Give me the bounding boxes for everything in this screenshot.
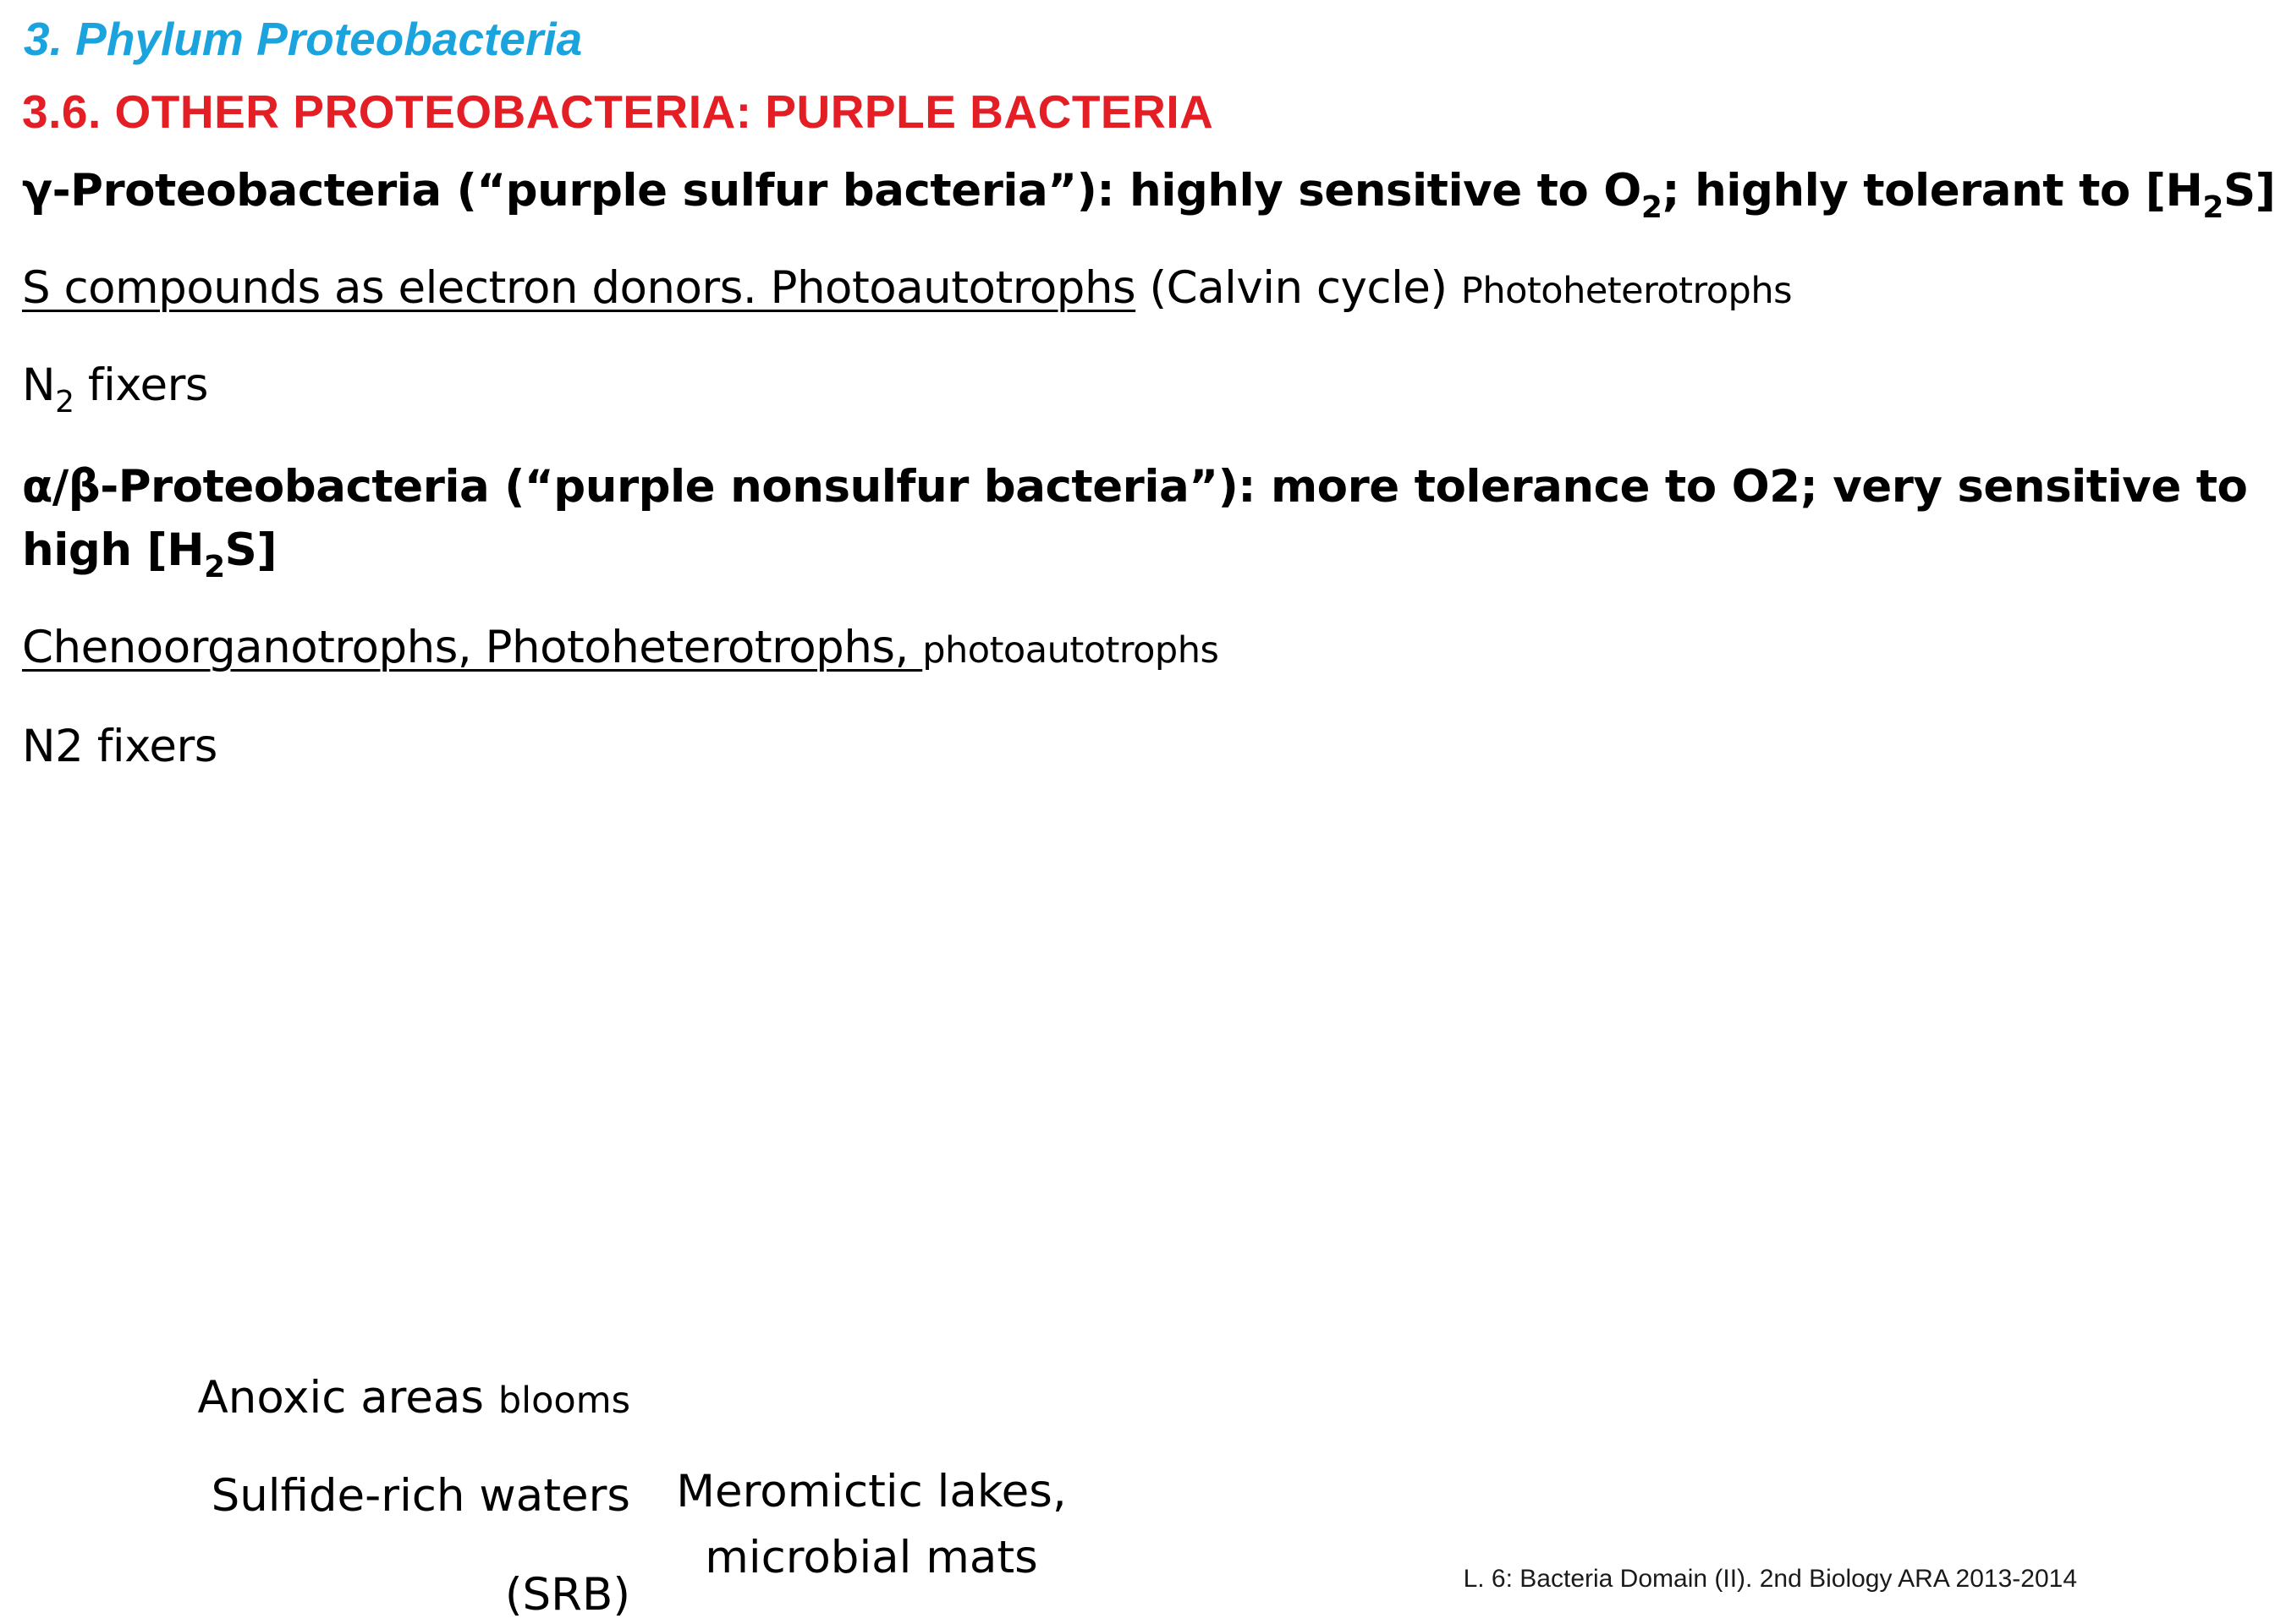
gamma-heading: γ-Proteobacteria (“purple sulfur bacteria”): highly sensitive to $O_2$; highly tolerant to $[H_2S]$ (22, 165, 2275, 225)
alphabeta-fixers: N2 fixers (22, 721, 217, 772)
alphabeta-heading-line1: α/β-Proteobacteria (“purple nonsulfur bacteria”): more tolerance to O2; very sensitive to (22, 461, 2248, 513)
caption-srb: (SRB) (504, 1569, 630, 1621)
gamma-fixers: $N_2$ fixers (22, 359, 209, 420)
subsection-title: 3.6. OTHER PROTEOBACTERIA: PURPLE BACTERIA (22, 85, 1214, 138)
footer-text: L. 6: Bacteria Domain (II). 2nd Biology ARA 2013-2014 (1463, 1565, 2077, 1593)
section-title: 3. Phylum Proteobacteria (24, 13, 583, 65)
caption-sulfide-rich-waters: Sulfide-rich waters (211, 1470, 630, 1522)
caption-meromictic-lakes: Meromictic lakes, microbial mats (676, 1466, 1067, 1583)
gamma-metabolism: S compounds as electron donors. Photoautotrophs (Calvin cycle) Photoheterotrophs (22, 262, 1792, 314)
alphabeta-metabolism: Chenoorganotrophs, Photoheterotrophs, photoautotrophs (22, 622, 1219, 673)
caption-anoxic-areas: Anoxic areas blooms (197, 1372, 630, 1424)
alphabeta-heading-line2: high $[H_2S]$ (22, 524, 278, 584)
